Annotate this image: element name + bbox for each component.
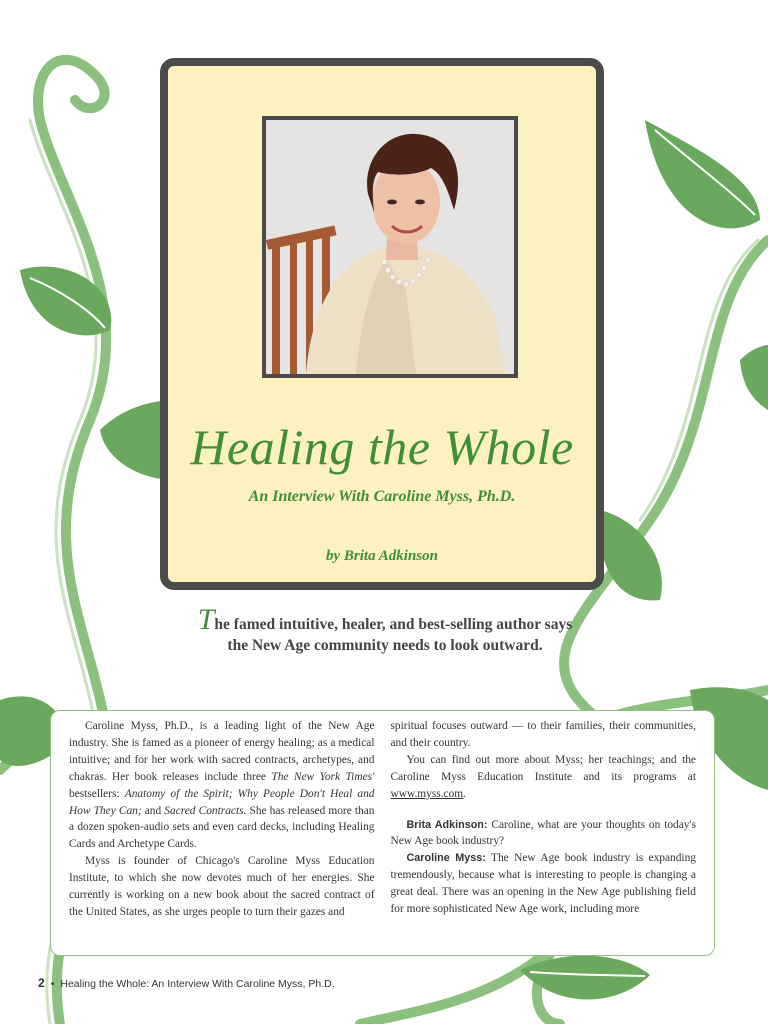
page-number: 2 <box>38 976 45 990</box>
book-title: Sacred Contracts. <box>164 804 247 817</box>
article-column-left <box>69 718 375 949</box>
col2-paragraph-1: spiritual focuses outward — to their families, their communities, and their country. <box>390 720 696 749</box>
website-link[interactable]: www.myss.com <box>390 787 464 800</box>
page-footer <box>38 976 335 990</box>
interviewee-name: Caroline Myss: <box>406 852 486 865</box>
text-run: She has released more than a dozen spoken-audio sets and even card decks, including Healing Cards and Archetype Cards. <box>69 804 375 851</box>
portrait-illustration <box>266 120 514 374</box>
text-run: You can find out more about Myss; her teachings; and the Caroline Myss Education Institute and its programs at <box>390 753 696 783</box>
running-title: Healing the Whole: An Interview With Caroline Myss, Ph.D. <box>60 978 335 990</box>
col2-paragraph-2 <box>391 752 697 803</box>
article-subtitle: An Interview With Caroline Myss, Ph.D. <box>248 488 516 505</box>
author-byline: by Brita Adkinson <box>326 548 438 564</box>
article-column-right <box>391 718 697 949</box>
author-photo <box>262 116 518 378</box>
intro-paragraph-2: Myss is founder of Chicago's Caroline Myss Education Institute, to which she now devotes much of her energies. She currently is working on a new book about the sacred contract of the United States, as she urges people to turn their gazes and <box>69 855 375 918</box>
deck-body: he famed intuitive, healer, and best-selling author says the New Age community needs to look outward. <box>214 616 573 654</box>
article-title: Healing the Whole <box>190 419 574 475</box>
text-run: bestsellers: <box>69 787 125 800</box>
drop-cap: T <box>197 603 215 636</box>
deck-text <box>190 603 580 656</box>
question-text: Caroline, what are your thoughts on today's New Age book industry? <box>390 818 696 848</box>
title-panel <box>160 58 604 590</box>
question-1 <box>391 817 697 851</box>
answer-text: The New Age book industry is expanding tremendously, because what is interesting to people is changing a great deal. There was an opening in the New Age publishing field for more sophisticated New Age work, including more <box>390 852 696 916</box>
text-run: . <box>463 787 467 800</box>
footer-bullet: • <box>50 978 55 990</box>
interviewer-name: Brita Adkinson: <box>406 818 488 831</box>
article-text-box <box>50 710 715 956</box>
intro-paragraph-1 <box>69 718 375 853</box>
book-title: The New York Times' <box>271 770 375 783</box>
text-run: Caroline Myss, Ph.D., is a leading light of the New Age industry. She is famed as a pioneer of energy healing; as a medical intuitive; and for her work with sacred contracts, archetypes, and chakras. Her book releases include three <box>69 720 375 783</box>
answer-1 <box>391 850 697 918</box>
text-run: and <box>141 804 165 817</box>
book-title: Anatomy of the Spirit; Why People Don't Heal and How They Can; <box>69 787 375 817</box>
